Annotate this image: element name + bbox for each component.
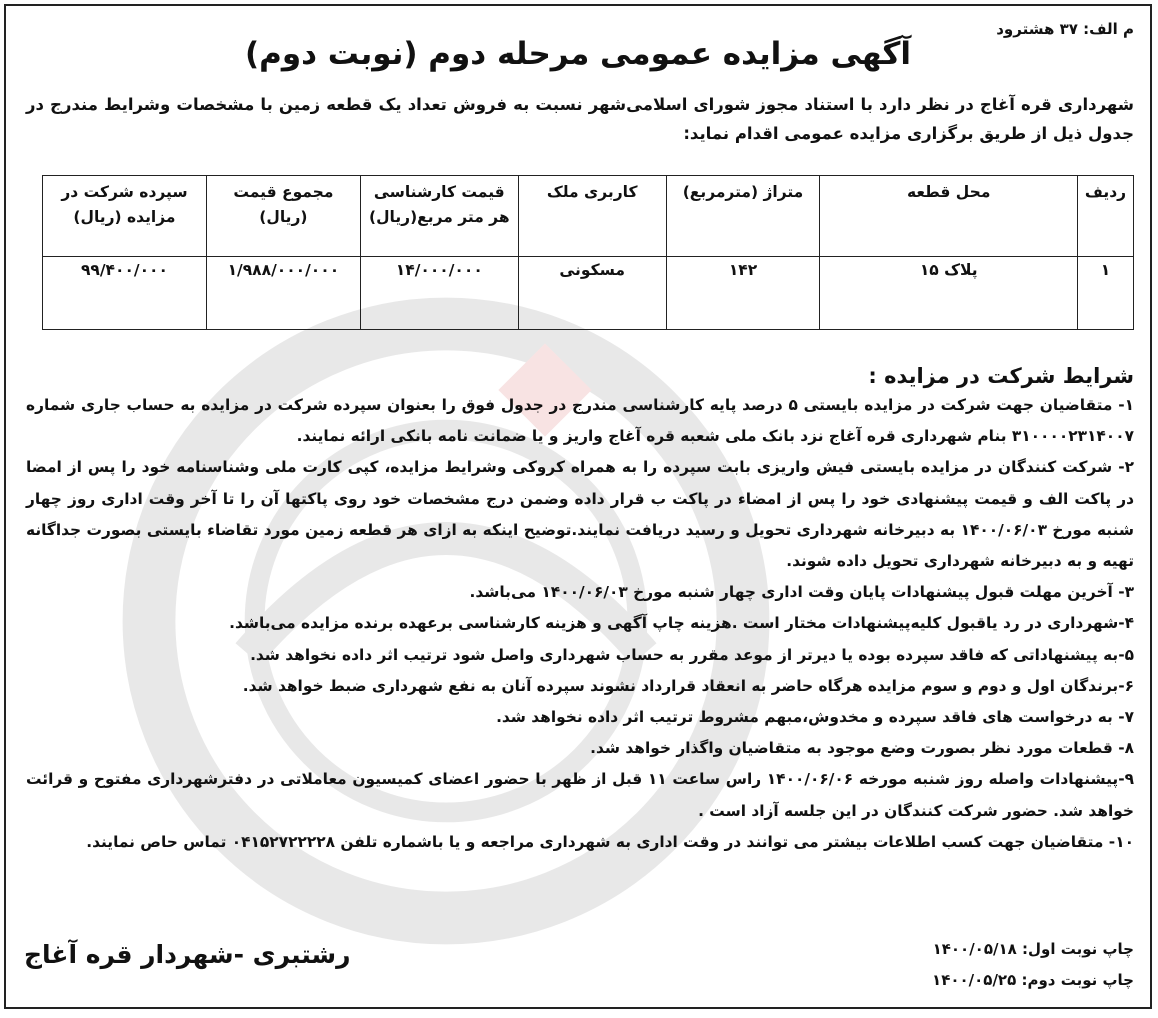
print-dates — [932, 934, 1134, 996]
header-area: متراژ (مترمربع) — [666, 176, 820, 257]
condition-item: ۲- شرکت کنندگان در مزایده بایستی فیش واریزی بابت سپرده را به همراه کروکی وشرایط مزایده، کپی کارت ملی وشناسنامه خود را پس از امضا در پاکت الف و قیمت پیشنهادی خود را پس از امضاء در پاکت ب قرار داده وضمن درج مشخصات خود روی پاکتها آن را تا آخر وقت اداری روز چهار شنبه مورخ ۱۴۰۰/۰۶/۰۳ به دبیرخانه شهرداری تحویل و رسید دریافت نمایند.توضیح اینکه به ازای هر قطعه زمین مورد تقاضاء بایستی بصورت جداگانه تهیه و به دبیرخانه شهرداری تحویل داده شوند. — [26, 458, 1134, 571]
cell-total-price: ۱/۹۸۸/۰۰۰/۰۰۰ — [206, 257, 360, 330]
header-unit-price: قیمت کارشناسی هر متر مربع(ریال) — [360, 176, 518, 257]
condition-item: ۹-پیشنهادات واصله روز شنبه مورخه ۱۴۰۰/۰۶/۰۶ راس ساعت ۱۱ قبل از ظهر با حضور اعضای کمیسیون معاملاتی در دفترشهرداری مفتوح و قرائت خواهد شد. حضور شرکت کنندگان در این جلسه آزاد است . — [26, 770, 1134, 820]
cell-deposit: ۹۹/۴۰۰/۰۰۰ — [43, 257, 207, 330]
second-print-date: چاپ نوبت دوم: ۱۴۰۰/۰۵/۲۵ — [932, 971, 1134, 989]
mayor-signature: رشتبری -شهردار قره آغاج — [24, 940, 351, 969]
condition-item: ۱۰- متقاضیان جهت کسب اطلاعات بیشتر می توانند در وقت اداری به شهرداری مراجعه و یا باشماره تلفن ۰۴۱۵۲۷۲۲۲۲۸ تماس حاص نمایند. — [86, 832, 1134, 851]
header-total-price: مجموع قیمت (ریال) — [206, 176, 360, 257]
conditions-title: شرایط شرکت در مزایده : — [868, 364, 1134, 388]
conditions-section — [26, 364, 1134, 858]
table-row — [43, 257, 1134, 330]
condition-item: ۸- قطعات مورد نظر بصورت وضع موجود به متقاضیان واگذار خواهد شد. — [590, 739, 1134, 758]
condition-item: ۶-برندگان اول و دوم و سوم مزایده هرگاه حاضر به انعقاد قرارداد نشوند سپرده آنان به نفع شهرداری ضبط خواهد شد. — [242, 676, 1134, 695]
first-print-date: چاپ نوبت اول: ۱۴۰۰/۰۵/۱۸ — [932, 940, 1134, 958]
header-location: محل قطعه — [820, 176, 1078, 257]
cell-usage: مسکونی — [518, 257, 666, 330]
intro-paragraph: شهرداری قره آغاج در نظر دارد با استناد مجوز شورای اسلامی‌شهر نسبت به فروش تعداد یک قطعه زمین با مشخصات وشرایط مندرج در جدول ذیل از طریق برگزاری مزایده عمومی اقدام نماید: — [26, 95, 1134, 143]
cell-row-number: ۱ — [1078, 257, 1134, 330]
condition-item: ۱- متقاضیان جهت شرکت در مزایده بایستی ۵ درصد پایه کارشناسی مندرج در جدول فوق را بعنوان سپرده شرکت در مزایده به حساب جاری شماره ۳۱۰۰۰۰۲۳۱۴۰۰۷ بنام شهرداری قره آغاج نزد بانک ملی شعبه قره آغاج واریز و یا ضمانت نامه بانکی ارائه نمایند. — [26, 396, 1134, 446]
condition-item: ۴-شهرداری در رد یاقبول کلیه‌پیشنهادات مختار است .هزینه چاپ آگهی و هزینه کارشناسی برعهده برنده مزایده می‌باشد. — [229, 614, 1134, 633]
cell-location: پلاک ۱۵ — [820, 257, 1078, 330]
conditions-list — [26, 390, 1134, 858]
condition-item: ۳- آخرین مهلت قبول پیشنهادات پایان وقت اداری چهار شنبه مورخ ۱۴۰۰/۰۶/۰۳ می‌باشد. — [469, 583, 1134, 602]
header-usage: کاربری ملک — [518, 176, 666, 257]
notice-code: م الف: ۳۷ هشترود — [996, 20, 1134, 38]
notice-page — [4, 4, 1152, 1009]
condition-item: ۵-به پیشنهاداتی که فاقد سپرده بوده یا دیرتر از موعد مقرر به حساب شهرداری واصل شود ترتیب اثر داده نخواهد شد. — [250, 645, 1134, 664]
header-deposit: سپرده شرکت در مزایده (ریال) — [43, 176, 207, 257]
header-row-number: ردیف — [1078, 176, 1134, 257]
cell-unit-price: ۱۴/۰۰۰/۰۰۰ — [360, 257, 518, 330]
condition-item: ۷- به درخواست های فاقد سپرده و مخدوش،مبهم مشروط ترتیب اثر داده نخواهد شد. — [496, 708, 1134, 727]
cell-area: ۱۴۲ — [666, 257, 820, 330]
page-title: آگهی مزایده عمومی مرحله دوم (نوبت دوم) — [244, 36, 912, 72]
table-header-row — [43, 176, 1134, 257]
lots-table — [42, 175, 1134, 330]
